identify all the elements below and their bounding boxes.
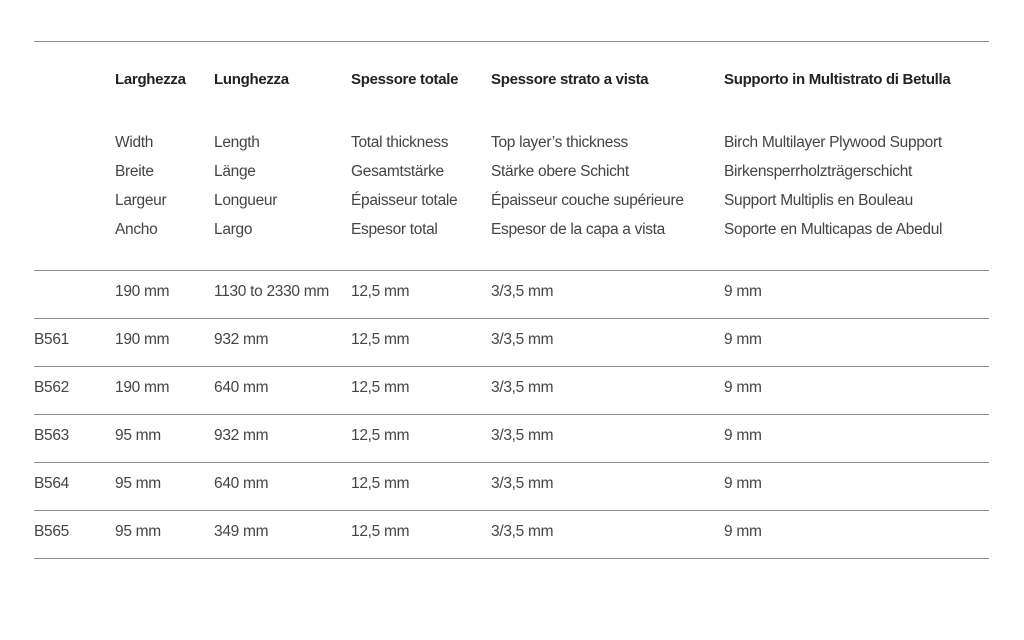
cell-total-thickness: 12,5 mm — [351, 331, 410, 348]
column-title: Spessore totale — [351, 71, 459, 88]
cell-top-layer: 3/3,5 mm — [491, 331, 554, 348]
column-title: Lunghezza — [214, 71, 289, 88]
cell-top-layer: 3/3,5 mm — [491, 283, 554, 300]
column-translations — [214, 128, 277, 244]
cell-width: 95 mm — [115, 523, 161, 540]
cell-support: 9 mm — [724, 283, 762, 300]
cell-length: 932 mm — [214, 427, 269, 444]
cell-support: 9 mm — [724, 523, 762, 540]
table-header — [34, 42, 989, 271]
cell-code: B565 — [34, 523, 69, 540]
translation-de: Breite — [115, 163, 154, 180]
translation-en: Total thickness — [351, 134, 449, 151]
cell-width: 190 mm — [115, 379, 170, 396]
table-row — [34, 319, 989, 367]
translation-de: Gesamtstärke — [351, 163, 444, 180]
cell-top-layer: 3/3,5 mm — [491, 427, 554, 444]
translation-en: Width — [115, 134, 154, 151]
translation-fr: Largeur — [115, 192, 167, 209]
translation-en: Top layer’s thickness — [491, 134, 628, 151]
table-row — [34, 463, 989, 511]
cell-width: 95 mm — [115, 427, 161, 444]
column-translations — [115, 128, 166, 244]
column-title: Spessore strato a vista — [491, 71, 649, 88]
translation-fr: Épaisseur couche supérieure — [491, 192, 684, 209]
translation-es: Ancho — [115, 221, 158, 238]
column-title: Larghezza — [115, 71, 186, 88]
cell-support: 9 mm — [724, 475, 762, 492]
cell-top-layer: 3/3,5 mm — [491, 379, 554, 396]
table-row — [34, 367, 989, 415]
cell-support: 9 mm — [724, 379, 762, 396]
table-row — [34, 271, 989, 319]
cell-width: 190 mm — [115, 283, 170, 300]
translation-de: Länge — [214, 163, 256, 180]
column-translations — [491, 128, 684, 244]
translation-es: Espesor de la capa a vista — [491, 221, 665, 238]
cell-total-thickness: 12,5 mm — [351, 379, 410, 396]
cell-top-layer: 3/3,5 mm — [491, 475, 554, 492]
cell-length: 1130 to 2330 mm — [214, 283, 329, 300]
translation-es: Espesor total — [351, 221, 438, 238]
table-row — [34, 511, 989, 559]
cell-support: 9 mm — [724, 427, 762, 444]
translation-en: Length — [214, 134, 260, 151]
translation-es: Soporte en Multicapas de Abedul — [724, 221, 943, 238]
cell-code: B564 — [34, 475, 69, 492]
column-title: Supporto in Multistrato di Betulla — [724, 71, 951, 88]
translation-es: Largo — [214, 221, 253, 238]
translation-en: Birch Multilayer Plywood Support — [724, 134, 942, 151]
cell-width: 95 mm — [115, 475, 161, 492]
column-translations — [351, 128, 457, 244]
cell-support: 9 mm — [724, 331, 762, 348]
cell-length: 640 mm — [214, 379, 269, 396]
cell-total-thickness: 12,5 mm — [351, 475, 410, 492]
cell-width: 190 mm — [115, 331, 170, 348]
cell-length: 349 mm — [214, 523, 269, 540]
cell-code: B561 — [34, 331, 69, 348]
cell-total-thickness: 12,5 mm — [351, 283, 410, 300]
column-translations — [724, 128, 942, 244]
cell-total-thickness: 12,5 mm — [351, 523, 410, 540]
cell-code: B563 — [34, 427, 69, 444]
translation-fr: Support Multiplis en Bouleau — [724, 192, 913, 209]
cell-length: 640 mm — [214, 475, 269, 492]
translation-fr: Épaisseur totale — [351, 192, 458, 209]
cell-length: 932 mm — [214, 331, 269, 348]
translation-fr: Longueur — [214, 192, 278, 209]
cell-total-thickness: 12,5 mm — [351, 427, 410, 444]
cell-code: B562 — [34, 379, 69, 396]
translation-de: Stärke obere Schicht — [491, 163, 629, 180]
table-row — [34, 415, 989, 463]
cell-top-layer: 3/3,5 mm — [491, 523, 554, 540]
spec-table — [34, 41, 989, 559]
translation-de: Birkensperrholzträgerschicht — [724, 163, 913, 180]
